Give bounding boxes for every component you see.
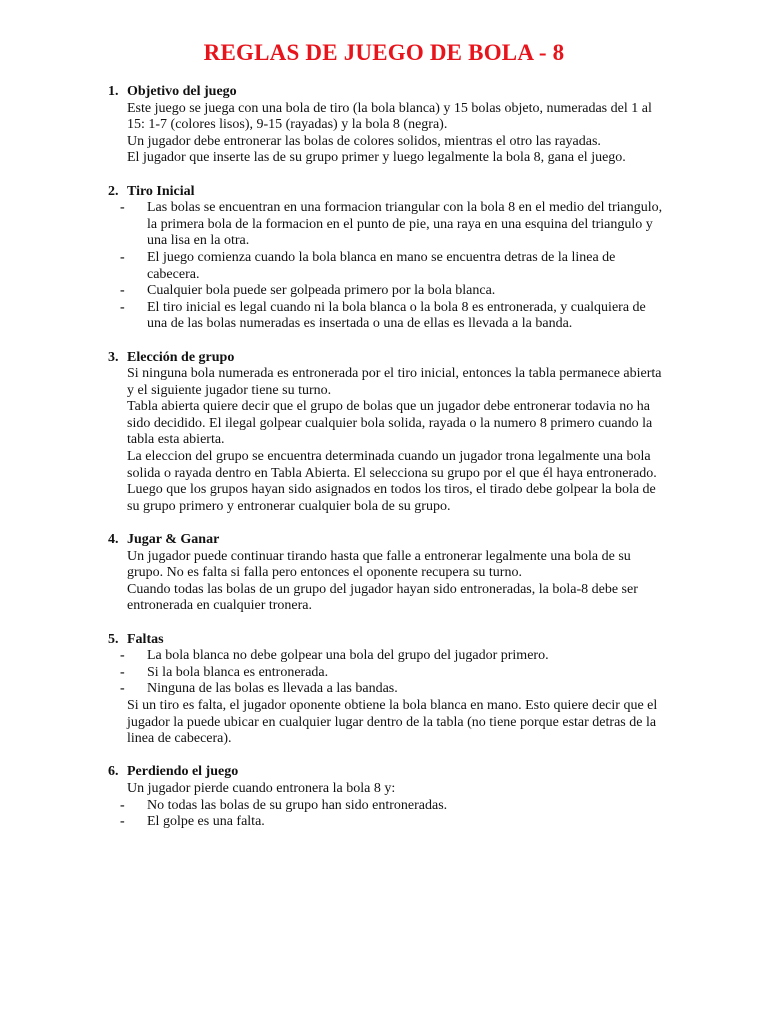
section-heading bbox=[108, 532, 668, 549]
section-title: Perdiendo el juego bbox=[127, 764, 239, 780]
paragraph: Luego que los grupos hayan sido asignados en todos los tiros, el tirado debe golpear la bola de su grupo primero y entronerar cualquier bola de su grupo. bbox=[127, 482, 656, 514]
section-title: Faltas bbox=[127, 631, 164, 647]
bullet-item bbox=[108, 798, 668, 815]
section-heading bbox=[108, 632, 668, 649]
bullet-dash: - bbox=[120, 681, 125, 697]
bullet-item bbox=[108, 681, 668, 698]
paragraph: Tabla abierta quiere decir que el grupo de bolas que un jugador debe entronerar todavia no ha sido decidido. El ilegal golpear cualquier bola solida, rayada o la numero 8 primero cuando la tabla esta abierta. bbox=[127, 399, 653, 448]
section-number: 6. bbox=[108, 764, 119, 780]
document-body bbox=[108, 84, 668, 847]
bullet-dash: - bbox=[120, 283, 125, 299]
section-number: 5. bbox=[108, 631, 119, 647]
bullet-dash: - bbox=[120, 797, 125, 813]
bullet-text: Cualquier bola puede ser golpeada primero por la bola blanca. bbox=[147, 283, 496, 299]
paragraph: Cuando todas las bolas de un grupo del jugador hayan sido entroneradas, la bola-8 debe ser entronerada en cualquier tronera. bbox=[127, 581, 638, 614]
bullet-text: La bola blanca no debe golpear una bola del grupo del jugador primero. bbox=[147, 648, 549, 664]
bullet-dash: - bbox=[120, 249, 125, 265]
section bbox=[108, 184, 668, 333]
bullet-dash: - bbox=[120, 299, 125, 315]
bullet-item bbox=[108, 648, 668, 665]
section-number: 1. bbox=[108, 84, 119, 99]
section-number: 4. bbox=[108, 532, 119, 548]
section-title: Elección de grupo bbox=[127, 349, 235, 365]
section-heading bbox=[108, 84, 668, 101]
section bbox=[108, 764, 668, 830]
bullet-dash: - bbox=[120, 664, 125, 680]
bullet-item bbox=[108, 250, 668, 283]
section bbox=[108, 84, 668, 167]
section bbox=[108, 350, 668, 516]
bullet-text: El juego comienza cuando la bola blanca en mano se encuentra detras de la linea de cabecera. bbox=[147, 249, 616, 282]
bullet-text: No todas las bolas de su grupo han sido entroneradas. bbox=[147, 797, 448, 813]
paragraph: Un jugador puede continuar tirando hasta que falle a entronerar legalmente una bola de su grupo. No es falta si falla pero entonces el oponente recupera su turno. bbox=[127, 548, 631, 581]
paragraph: Si ninguna bola numerada es entronerada por el tiro inicial, entonces la tabla permanece abierta y el siguiente jugador tiene su turno. bbox=[127, 366, 662, 398]
section-number: 2. bbox=[108, 183, 119, 199]
paragraph: La eleccion del grupo se encuentra determinada cuando un jugador trona legalmente una bola solida o rayada dentro en Tabla Abierta. El selecciona su grupo por el que él haya entronerado. bbox=[127, 449, 657, 481]
section-heading bbox=[108, 764, 668, 781]
bullet-text: Ninguna de las bolas es llevada a las bandas. bbox=[147, 681, 398, 697]
bullet-item bbox=[108, 300, 668, 333]
section-title: Tiro Inicial bbox=[127, 183, 195, 199]
paragraph: Un jugador debe entronerar las bolas de colores solidos, mientras el otro las rayadas. bbox=[127, 133, 601, 149]
bullet-text: Si la bola blanca es entronerada. bbox=[147, 664, 329, 680]
section-title: Jugar & Ganar bbox=[127, 532, 220, 548]
section-heading bbox=[108, 184, 668, 201]
section-number: 3. bbox=[108, 349, 119, 365]
bullet-dash: - bbox=[120, 200, 125, 216]
bullet-text: Las bolas se encuentran en una formacion triangular con la bola 8 en el medio del triangulo, la primera bola de la formacion en el punto de pie, una raya en una esquina del triangulo y una lisa en la otra. bbox=[147, 200, 663, 249]
section-title: Objetivo del juego bbox=[127, 84, 237, 99]
paragraph: Un jugador pierde cuando entronera la bola 8 y: bbox=[127, 780, 396, 796]
bullet-item bbox=[108, 200, 668, 250]
paragraph: Este juego se juega con una bola de tiro (la bola blanca) y 15 bolas objeto, numeradas del 1 al 15: 1-7 (colores lisos), 9-15 (rayadas) y la bola 8 (negra). bbox=[127, 100, 652, 133]
section-heading bbox=[108, 350, 668, 367]
bullet-item bbox=[108, 665, 668, 682]
bullet-text: El golpe es una falta. bbox=[147, 814, 265, 830]
section bbox=[108, 532, 668, 615]
bullet-text: El tiro inicial es legal cuando ni la bola blanca o la bola 8 es entronerada, y cualquiera de una de las bolas numeradas es insertada o una de ellas es llevada a la banda. bbox=[147, 299, 646, 332]
bullet-item bbox=[108, 283, 668, 300]
paragraph: Si un tiro es falta, el jugador oponente obtiene la bola blanca en mano. Esto quiere decir que el jugador la puede ubicar en cualquier lugar dentro de la tabla (no tiene porque estar detras de la linea de cabecera). bbox=[127, 697, 658, 747]
bullet-item bbox=[108, 814, 668, 831]
bullet-dash: - bbox=[120, 648, 125, 664]
bullet-dash: - bbox=[120, 814, 125, 830]
section bbox=[108, 632, 668, 748]
paragraph: El jugador que inserte las de su grupo primer y luego legalmente la bola 8, gana el juego. bbox=[127, 150, 626, 166]
document-title: REGLAS DE JUEGO DE BOLA - 8 bbox=[203, 40, 565, 65]
